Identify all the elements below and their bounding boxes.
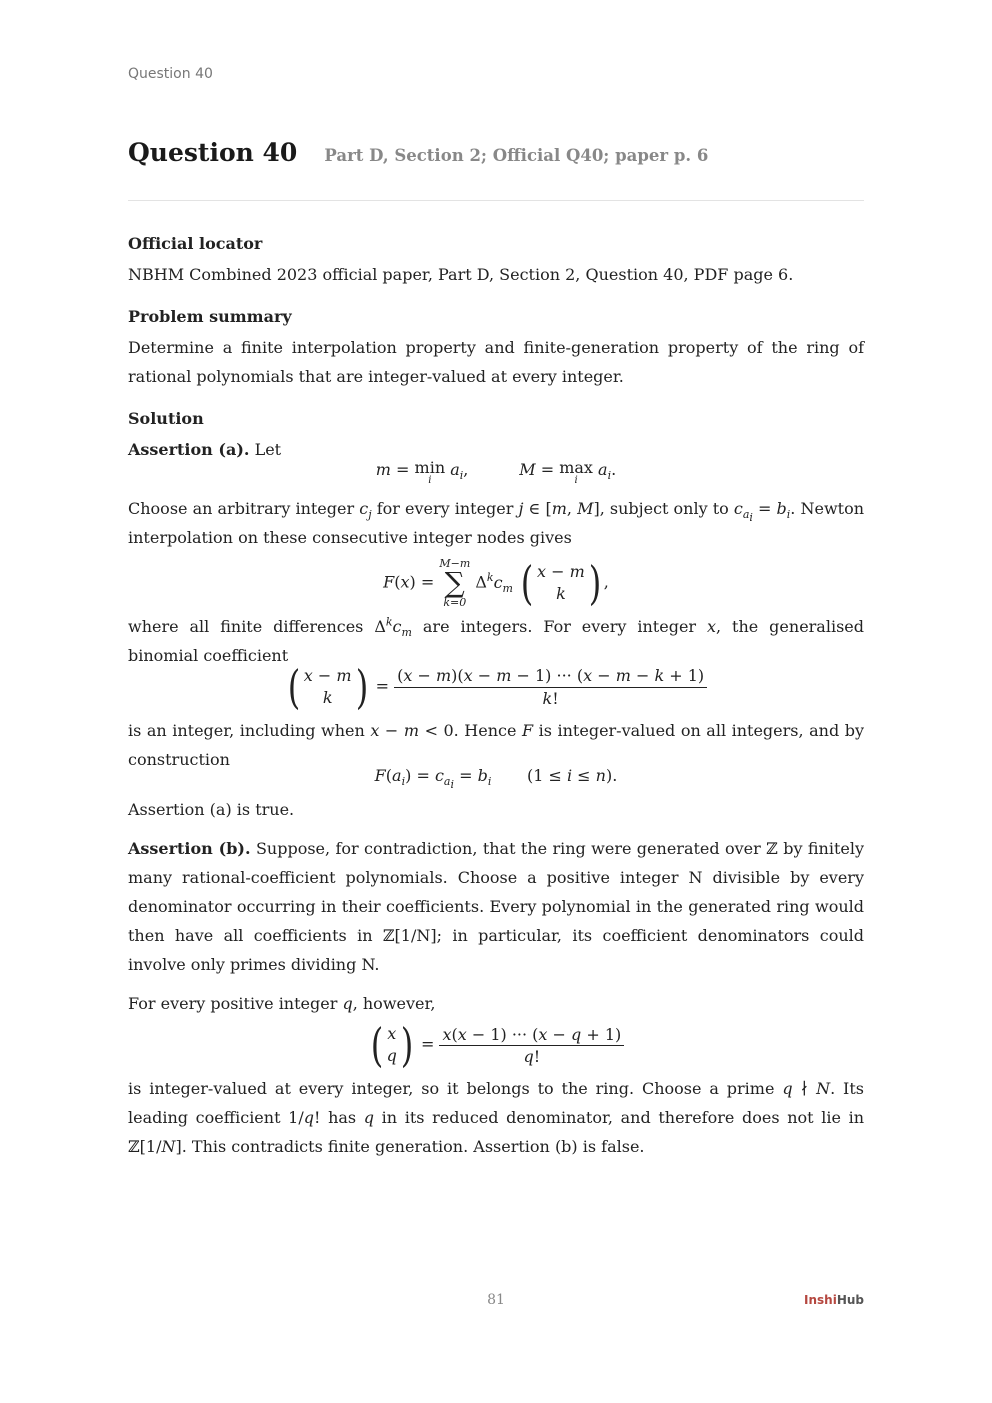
assertion-b-text: Suppose, for contradiction, that the ring were generated over ℤ by finitely many rational-coefficient polynomials. Choose a positive integer N divisible by every denominator occurring in their coefficients. Every polynomial in the generated ring would then have all coefficients in ℤ[1/N]; in particular, its coefficient denominators could involve only primes dividing N. [128,839,865,975]
assertion-b-label: Assertion (b). [128,839,251,859]
paragraph-integer: is an integer, including when x − m < 0. Hence F is integer-valued on all integers, and by construction [128,721,865,769]
equation-q-binomial: ( x q ) = $\frac{x(x - 1) \cdot\cdot\cdot (x - q + 1)}{q!}$ [128,1022,864,1068]
equation-binomial: ( x − m k ) = $\frac{(x - m)(x - m - 1) \cdot\cdot\cdot (x - m - k + 1)}{k!}$ [128,664,864,710]
paragraph-newton: Choose an arbitrary integer $c_j$ for every integer j ∈ [m, M], subject only to $c_{a_i} = b_i$. Newton interpolation on these consecutive integer nodes gives [128,499,864,547]
locator-heading: Official locator [128,234,263,253]
title-divider [128,200,864,201]
main-content [128,232,864,1161]
summary-heading: Problem summary [128,307,292,326]
page-title: Question 40 [128,138,298,167]
assertion-b-paragraph [128,834,864,979]
solution-heading: Solution [128,409,204,428]
equation-newton: F(x) = M−m ∑ k=0 $\Delta^kc_m$ ( x − m k ) , [383,556,609,610]
running-head: Question 40 [128,66,213,82]
assertion-a-conclusion: Assertion (a) is true. [128,800,295,820]
summary-text: Determine a finite interpolation property and finite-generation property of the ring of rational polynomials that are integer-valued at every integer. [128,338,864,386]
locator-text: NBHM Combined 2023 official paper, Part D, Section 2, Question 40, PDF page 6. [128,265,794,284]
paragraph-contradiction: is integer-valued at every integer, so it belongs to the ring. Choose a prime q ∤ N. Its leading coefficient 1/q! has q in its reduced denominator, and therefore does not lie in ℤ[1/N]. This contradicts finite generation. Assertion (b) is false. [128,1079,865,1157]
assertion-a-label: Assertion (a). [128,440,250,459]
equation-construction: $F(a_i) = c_{a_i} = b_i$ (1 ≤ i ≤ n). [374,766,618,792]
paragraph-differences: where all finite differences $\Delta^kc_m$ are integers. For every integer x, the generalised binomial coefficient [128,615,864,665]
title-row [128,138,864,167]
paragraph-positive-q: For every positive integer q, however, [128,994,436,1014]
page-subtitle: Part D, Section 2; Official Q40; paper p. 6 [324,146,709,165]
equation-min-max: m = min i $a_i$, M = max i $a_i$. [375,458,617,486]
brand-logo: InshiHub [804,1293,864,1307]
page-number: 81 [487,1292,505,1308]
assertion-a-let: Let [254,440,282,459]
